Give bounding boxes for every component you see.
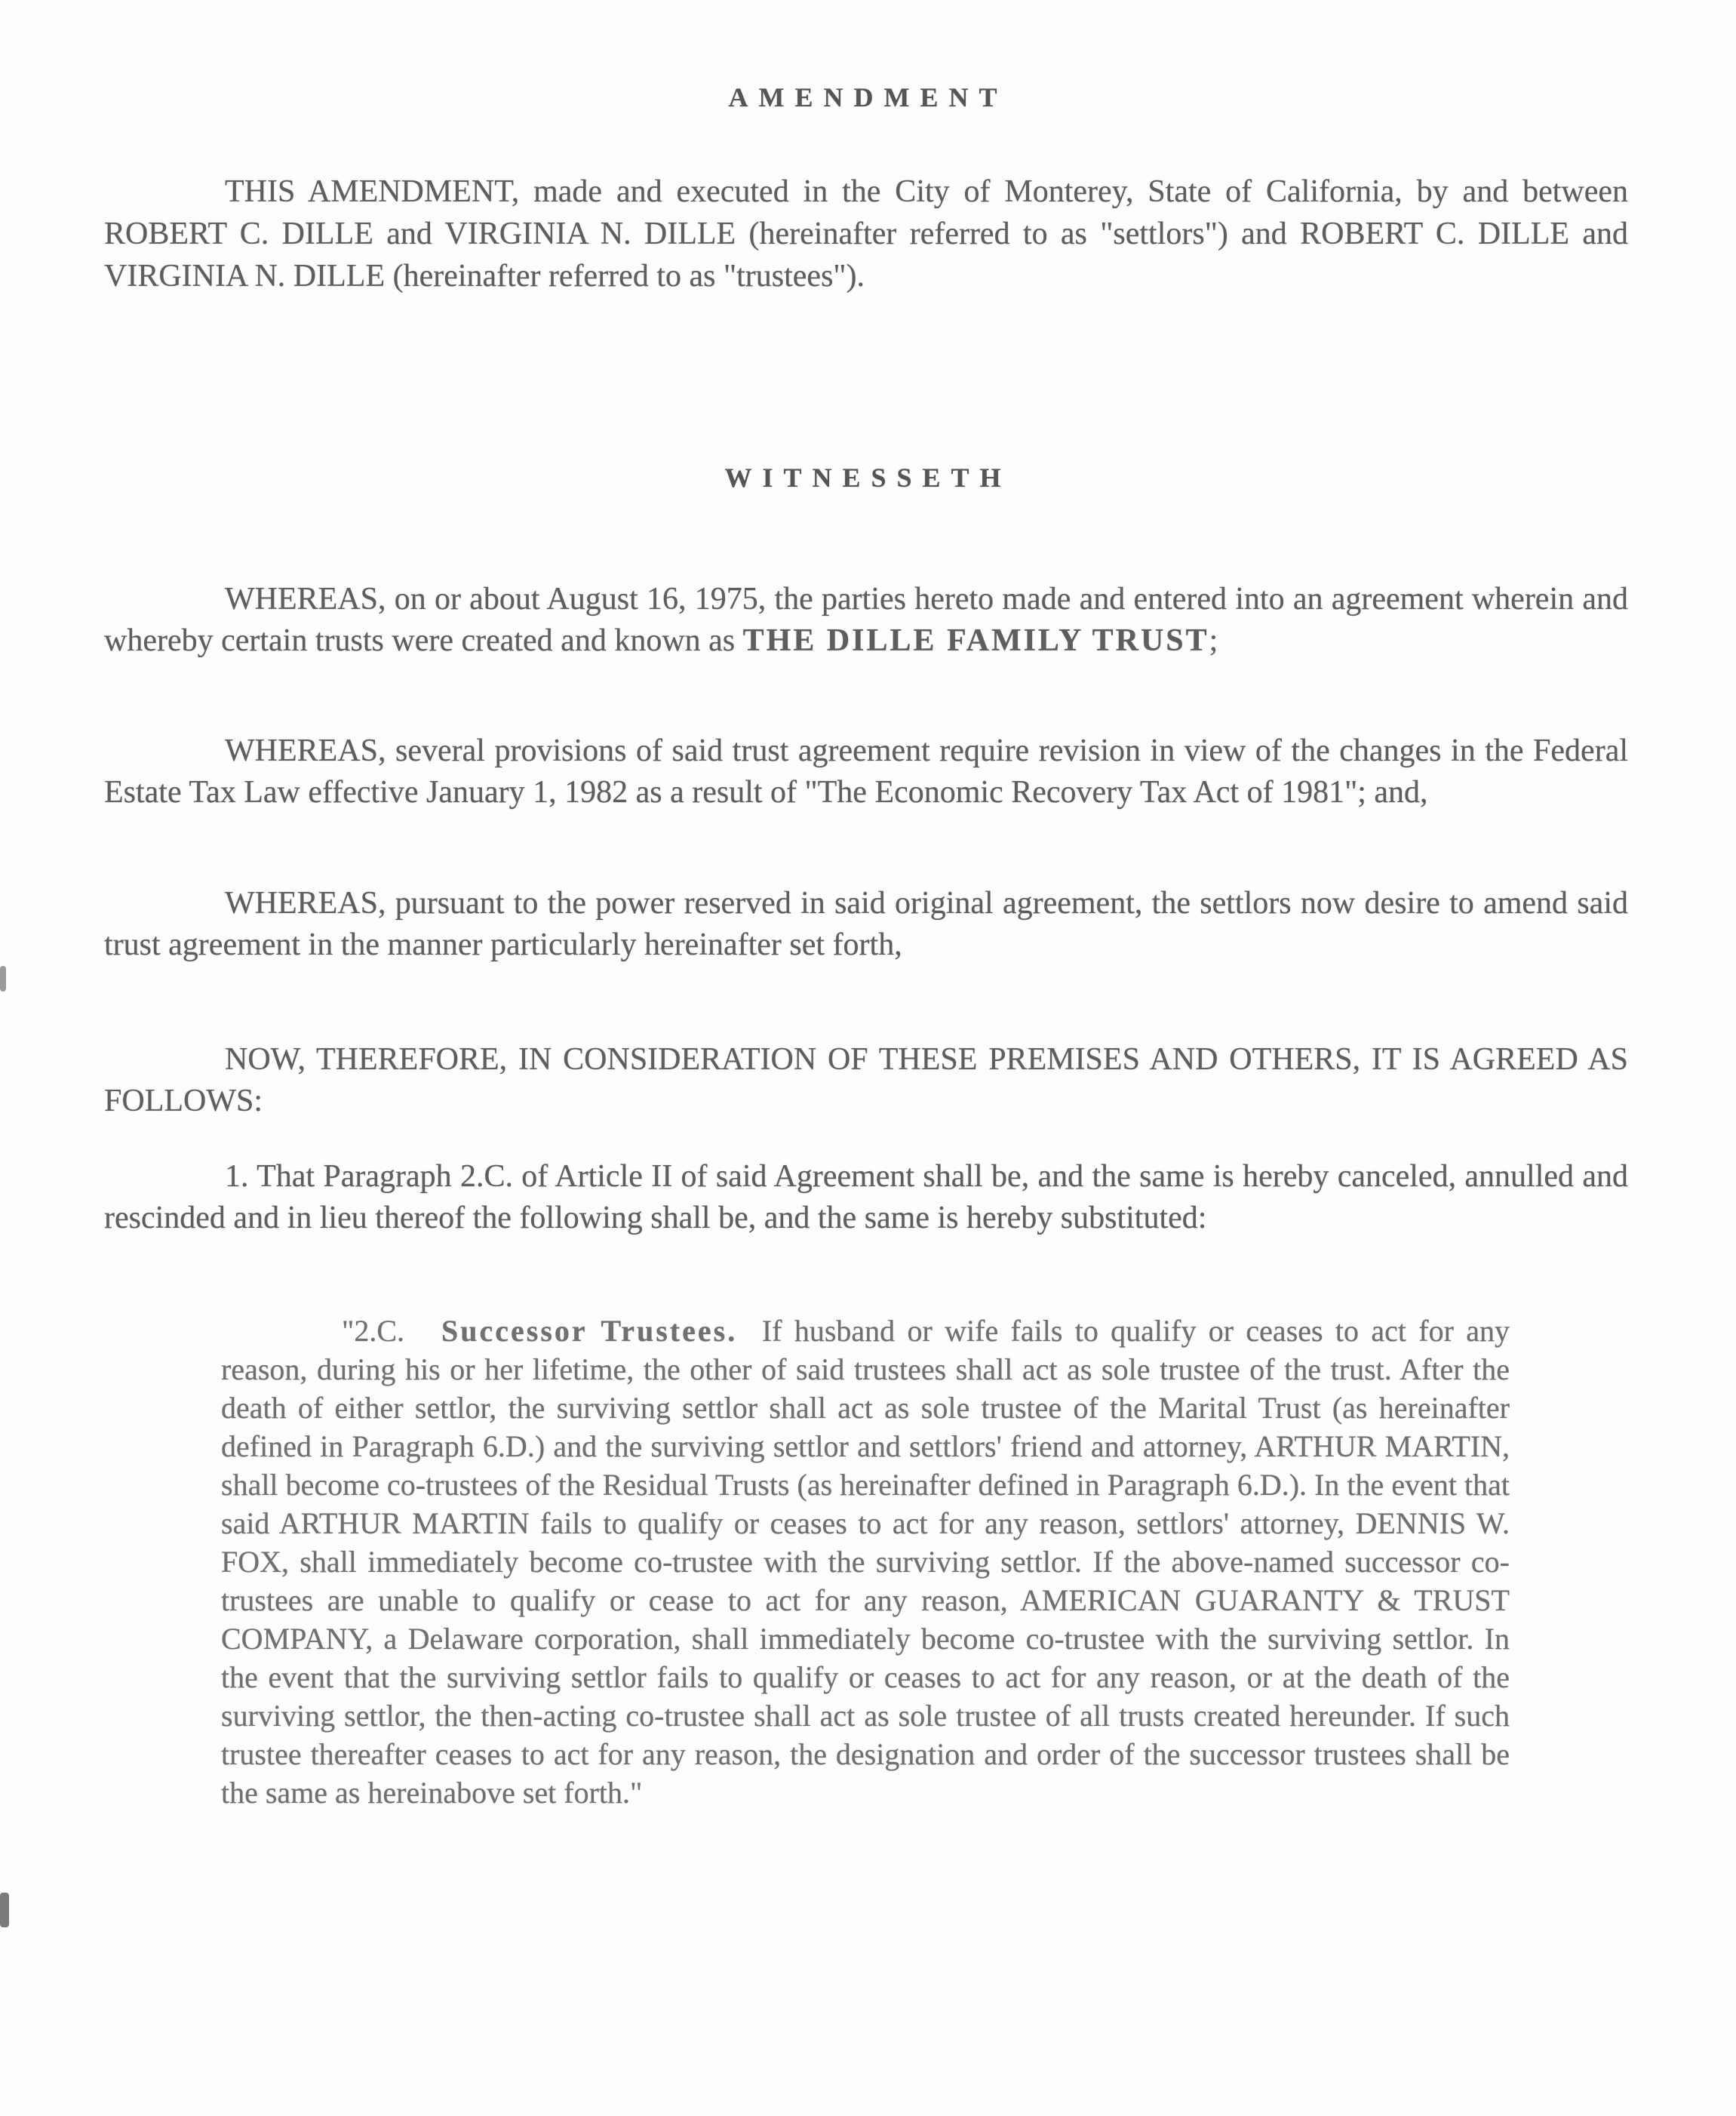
- margin-scan-mark: [0, 1893, 9, 1927]
- document-title: AMENDMENT: [728, 82, 1008, 112]
- margin-scan-mark: [0, 966, 6, 992]
- substituted-heading: Successor Trustees.: [441, 1314, 738, 1348]
- whereas-1-text: WHEREAS, on or about August 16, 1975, the parties hereto made and entered into an agreement wherein and whereby certain trusts were created and known as: [104, 582, 1628, 658]
- trust-name: THE DILLE FAMILY TRUST: [742, 623, 1209, 658]
- whereas-1-end: ;: [1209, 623, 1218, 658]
- substituted-body: If husband or wife fails to qualify or ceases to act for any reason, during his or her lifetime, the other of said trustees shall act as sole trustee of the trust. After the death of either settlor, the surviving settlor shall act as sole trustee of the Marital Trust (as hereinafter defined in Paragraph 6.D.) and the surviving settlor and settlors' friend and attorney, ARTHUR MARTIN, shall become co-trustees of the Residual Trusts (as hereinafter defined in Paragraph 6.D.). In the event that said ARTHUR MARTIN fails to qualify or ceases to act for any reason, settlors' attorney, DENNIS W. FOX, shall immediately become co-trustee with the surviving settlor. If the above-named successor co-trustees are unable to qualify or cease to act for any reason, AMERICAN GUARANTY & TRUST COMPANY, a Delaware corporation, shall immediately become co-trustee with the surviving settlor. In the event that the surviving settlor fails to qualify or ceases to act for any reason, or at the death of the surviving settlor, the then-acting co-trustee shall act as sole trustee of all trusts created hereunder. If such trustee thereafter ceases to act for any reason, the designation and order of the successor trustees shall be the same as hereinabove set forth.": [221, 1314, 1510, 1810]
- intro-paragraph: THIS AMENDMENT, made and executed in the City of Monterey, State of California, by and between ROBERT C. DILLE and VIRGINIA N. DILLE (hereinafter referred to as "settlors") and ROBERT C. DILLE and VIRGINIA N. DILLE (hereinafter referred to as "trustees").: [104, 174, 1628, 294]
- item-1-paragraph: 1. That Paragraph 2.C. of Article II of said Agreement shall be, and the same is hereby canceled, annulled and rescinded and in lieu thereof the following shall be, and the same is hereby substituted:: [104, 1159, 1628, 1235]
- witnesseth-heading: WITNESSETH: [724, 463, 1012, 493]
- whereas-paragraph-1: [104, 579, 1628, 662]
- substituted-paragraph: [221, 1312, 1510, 1812]
- substituted-number: "2.C.: [342, 1314, 405, 1348]
- now-therefore-paragraph: NOW, THEREFORE, IN CONSIDERATION OF THESE PREMISES AND OTHERS, IT IS AGREED AS FOLLOWS:: [104, 1042, 1628, 1118]
- whereas-paragraph-3: WHEREAS, pursuant to the power reserved in said original agreement, the settlors now desire to amend said trust agreement in the manner particularly hereinafter set forth,: [104, 886, 1628, 962]
- whereas-paragraph-2: WHEREAS, several provisions of said trust agreement require revision in view of the changes in the Federal Estate Tax Law effective January 1, 1982 as a result of "The Economic Recovery Tax Act of 1981"; and,: [104, 734, 1628, 810]
